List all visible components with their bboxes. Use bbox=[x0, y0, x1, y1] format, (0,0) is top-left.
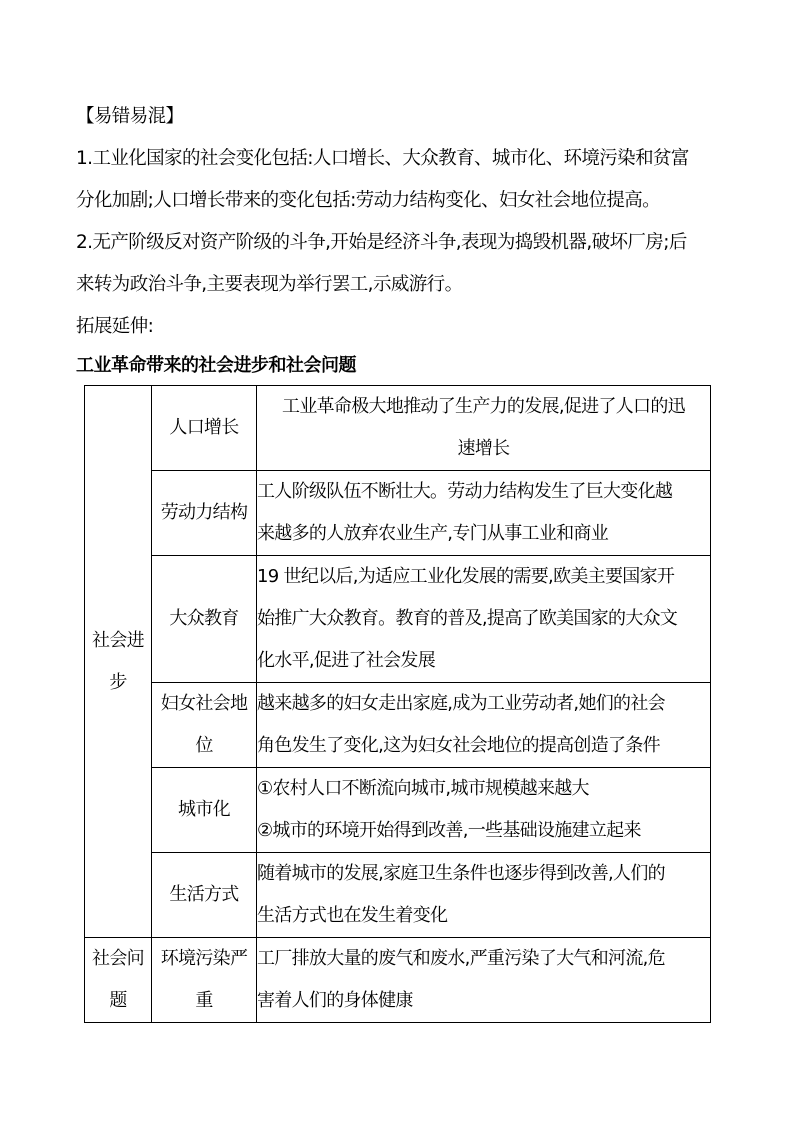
item-population bbox=[152, 386, 257, 471]
item-text-line: 位 bbox=[195, 735, 213, 756]
table-row bbox=[85, 853, 711, 938]
desc-text-line: 速增长 bbox=[457, 438, 510, 459]
desc-text-line: 工人阶级队伍不断壮大。劳动力结构发生了巨大变化越 bbox=[257, 481, 673, 502]
desc-text-line: 工业革命极大地推动了生产力的发展,促进了人口的迅 bbox=[282, 396, 685, 417]
item-labor-structure bbox=[152, 471, 257, 556]
item-women-status bbox=[152, 683, 257, 768]
category-text-line: 社会进 bbox=[92, 629, 144, 651]
social-impact-table bbox=[84, 385, 711, 1023]
desc-text-line: 角色发生了变化,这为妇女社会地位的提高创造了条件 bbox=[257, 735, 660, 756]
item-text-line: 环境污染严 bbox=[160, 948, 248, 969]
item-mass-education bbox=[152, 556, 257, 683]
desc-lifestyle bbox=[257, 853, 711, 938]
desc-text-line: 生活方式也在发生着变化 bbox=[257, 905, 448, 926]
item-text-line: 人口增长 bbox=[169, 417, 239, 438]
point-1-line-1: 1.工业化国家的社会变化包括:人口增长、大众教育、城市化、环境污染和贫富 bbox=[76, 148, 689, 169]
extension-label: 拓展延伸: bbox=[76, 316, 154, 337]
desc-urbanization bbox=[257, 768, 711, 853]
item-urbanization bbox=[152, 768, 257, 853]
error-prone-header: 【易错易混】 bbox=[76, 106, 184, 127]
desc-text-line: 始推广大众教育。教育的普及,提高了欧美国家的大众文 bbox=[257, 608, 678, 629]
category-progress bbox=[85, 386, 152, 938]
point-2-line-2: 来转为政治斗争,主要表现为举行罢工,示威游行。 bbox=[76, 274, 463, 295]
item-pollution bbox=[152, 938, 257, 1023]
desc-pollution bbox=[257, 938, 711, 1023]
desc-text-line: 来越多的人放弃农业生产,专门从事工业和商业 bbox=[257, 523, 609, 544]
desc-mass-education bbox=[257, 556, 711, 683]
section-title: 工业革命带来的社会进步和社会问题 bbox=[76, 355, 356, 376]
table-row bbox=[85, 683, 711, 768]
desc-text-line: ①农村人口不断流向城市,城市规模越来越大 bbox=[257, 778, 589, 799]
table-row bbox=[85, 471, 711, 556]
item-text-line: 妇女社会地 bbox=[160, 693, 248, 714]
desc-text-line: 随着城市的发展,家庭卫生条件也逐步得到改善,人们的 bbox=[257, 863, 665, 884]
item-text-line: 生活方式 bbox=[169, 884, 239, 905]
desc-text-line: 害着人们的身体健康 bbox=[257, 990, 413, 1011]
item-text-line: 劳动力结构 bbox=[160, 502, 248, 523]
desc-women-status bbox=[257, 683, 711, 768]
desc-text-line: 化水平,促进了社会发展 bbox=[257, 650, 436, 671]
desc-text-line: 19 世纪以后,为适应工业化发展的需要,欧美主要国家开 bbox=[257, 566, 675, 587]
category-problem bbox=[85, 938, 152, 1023]
point-2-line-1: 2.无产阶级反对资产阶级的斗争,开始是经济斗争,表现为捣毁机器,破坏厂房;后 bbox=[76, 232, 687, 253]
table-row bbox=[85, 556, 711, 683]
desc-labor-structure bbox=[257, 471, 711, 556]
point-1-line-2: 分化加剧;人口增长带来的变化包括:劳动力结构变化、妇女社会地位提高。 bbox=[76, 190, 661, 211]
table-row bbox=[85, 386, 711, 471]
item-lifestyle bbox=[152, 853, 257, 938]
item-text-line: 大众教育 bbox=[169, 608, 239, 629]
category-text-line: 社会问 bbox=[92, 948, 144, 969]
table-row bbox=[85, 938, 711, 1023]
table-row bbox=[85, 768, 711, 853]
item-text-line: 重 bbox=[195, 990, 213, 1011]
item-text-line: 城市化 bbox=[178, 799, 230, 820]
desc-population bbox=[257, 386, 711, 471]
desc-text-line: 工厂排放大量的废气和废水,严重污染了大气和河流,危 bbox=[257, 948, 665, 969]
desc-text-line: 越来越多的妇女走出家庭,成为工业劳动者,她们的社会 bbox=[257, 693, 665, 714]
category-text-line: 题 bbox=[109, 990, 127, 1011]
desc-text-line: ②城市的环境开始得到改善,一些基础设施建立起来 bbox=[257, 820, 641, 841]
category-text-line: 步 bbox=[109, 671, 127, 693]
